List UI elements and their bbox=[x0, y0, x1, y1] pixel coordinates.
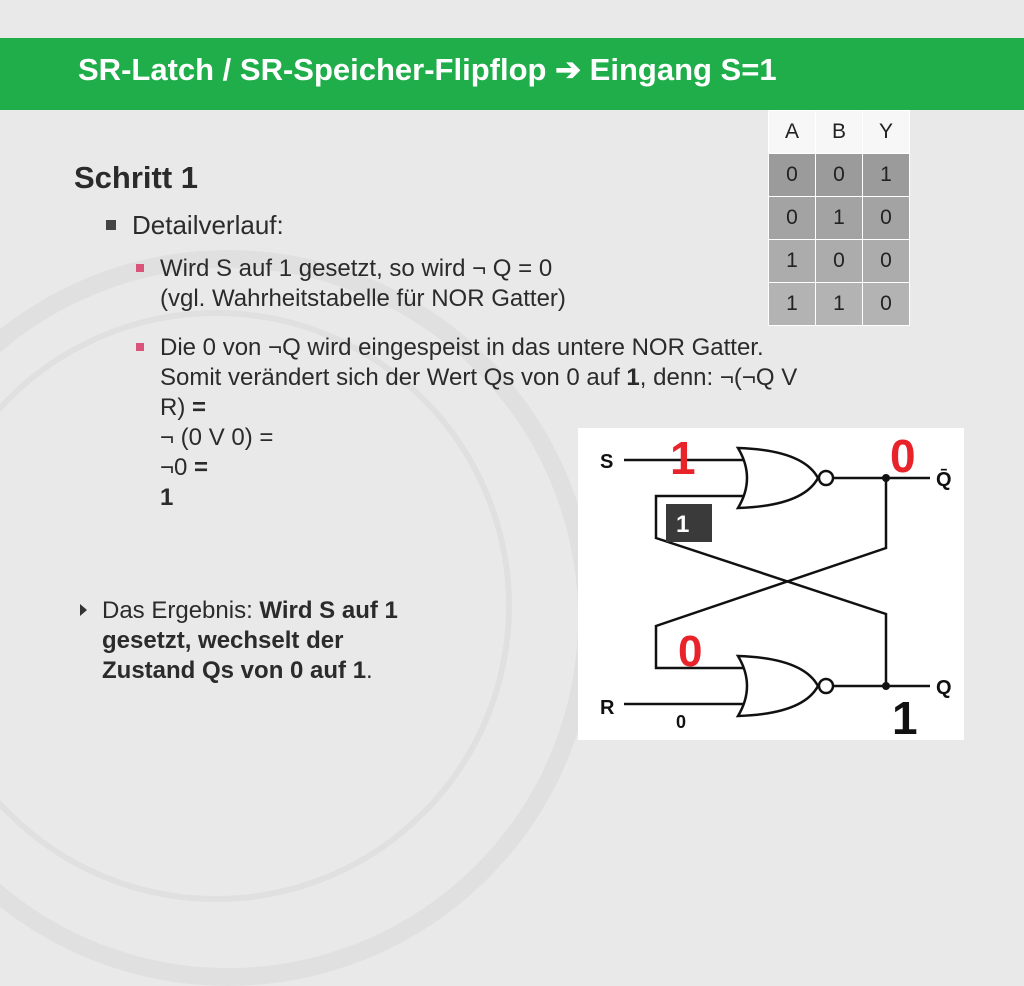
header-y: Y bbox=[863, 111, 910, 154]
junction-dot bbox=[882, 474, 890, 482]
square-bullet-icon bbox=[136, 343, 144, 351]
value-qbar: 0 bbox=[890, 430, 916, 482]
table-cell: 0 bbox=[816, 154, 863, 197]
text-span: ¬0 bbox=[160, 454, 195, 481]
value-q: 1 bbox=[892, 692, 918, 740]
step-heading: Schritt 1 bbox=[74, 160, 199, 195]
table-cell: 1 bbox=[816, 197, 863, 240]
bold-span: gesetzt, wechselt der bbox=[102, 627, 344, 654]
square-bullet-icon bbox=[136, 264, 144, 272]
label-s: S bbox=[600, 451, 614, 473]
top-nor-gate bbox=[738, 448, 818, 508]
triangle-bullet-icon bbox=[80, 604, 87, 616]
bold-span: Zustand Qs von 0 auf 1 bbox=[102, 657, 367, 684]
sub-bullet-1 bbox=[160, 254, 566, 314]
table-cell: 0 bbox=[863, 283, 910, 326]
sub-bullet-2-line1: Die 0 von ¬Q wird eingespeist in das untere NOR Gatter. bbox=[160, 334, 764, 361]
truth-table-header-row bbox=[769, 111, 910, 154]
bottom-nor-gate bbox=[738, 656, 818, 716]
square-bullet-icon bbox=[106, 220, 116, 230]
table-cell: 1 bbox=[769, 283, 816, 326]
result-line2 bbox=[102, 626, 398, 656]
sub-bullet-1-line2: (vgl. Wahrheitstabelle für NOR Gatter) bbox=[160, 285, 566, 312]
bold-span: = bbox=[194, 454, 209, 481]
label-r: R bbox=[600, 697, 615, 719]
sr-latch-diagram bbox=[578, 428, 964, 740]
value-feedback-bottom: 0 bbox=[678, 627, 703, 676]
bold-span: 1 bbox=[626, 364, 640, 391]
slide-title: SR-Latch / SR-Speicher-Flipflop ➔ Eingang S=1 bbox=[78, 52, 777, 87]
table-cell: 1 bbox=[863, 154, 910, 197]
bold-span: Wird S auf 1 bbox=[259, 597, 398, 624]
text-span: , denn: ¬(¬Q V bbox=[639, 364, 798, 391]
table-row bbox=[769, 154, 910, 197]
table-row bbox=[769, 197, 910, 240]
value-s: 1 bbox=[670, 432, 696, 484]
title-bar bbox=[0, 38, 1024, 110]
sub-bullet-2-line3 bbox=[160, 393, 960, 423]
bottom-nor-bubble bbox=[819, 679, 833, 693]
table-cell: 0 bbox=[863, 197, 910, 240]
truth-table bbox=[768, 110, 910, 326]
bullet-detailverlauf: Detailverlauf: bbox=[132, 210, 284, 240]
text-span: R) bbox=[160, 394, 192, 421]
value-r: 0 bbox=[676, 712, 687, 732]
table-row bbox=[769, 240, 910, 283]
sub-bullet-2-line4: ¬ (0 V 0) = bbox=[160, 424, 274, 451]
result-line1 bbox=[102, 596, 398, 626]
table-cell: 1 bbox=[816, 283, 863, 326]
junction-dot bbox=[882, 682, 890, 690]
sub-bullet-2-line2 bbox=[160, 363, 960, 393]
table-row bbox=[769, 283, 910, 326]
table-cell: 0 bbox=[863, 240, 910, 283]
bold-span: = bbox=[192, 394, 207, 421]
text-span: . bbox=[366, 657, 373, 684]
top-nor-bubble bbox=[819, 471, 833, 485]
bold-span: 1 bbox=[160, 484, 174, 511]
text-span: Das Ergebnis: bbox=[102, 597, 260, 624]
table-cell: 1 bbox=[769, 240, 816, 283]
value-feedback-top: 1 bbox=[676, 511, 690, 538]
header-a: A bbox=[769, 111, 816, 154]
table-cell: 0 bbox=[769, 154, 816, 197]
sub-bullet-1-line1: Wird S auf 1 gesetzt, so wird ¬ Q = 0 bbox=[160, 255, 553, 282]
table-cell: 0 bbox=[816, 240, 863, 283]
text-span: Somit verändert sich der Wert Qs von 0 auf bbox=[160, 364, 627, 391]
label-qbar: Q̄ bbox=[936, 469, 952, 491]
result-text bbox=[102, 596, 398, 686]
result-line3 bbox=[102, 656, 398, 686]
header-b: B bbox=[816, 111, 863, 154]
table-cell: 0 bbox=[769, 197, 816, 240]
label-q: Q bbox=[936, 677, 952, 699]
